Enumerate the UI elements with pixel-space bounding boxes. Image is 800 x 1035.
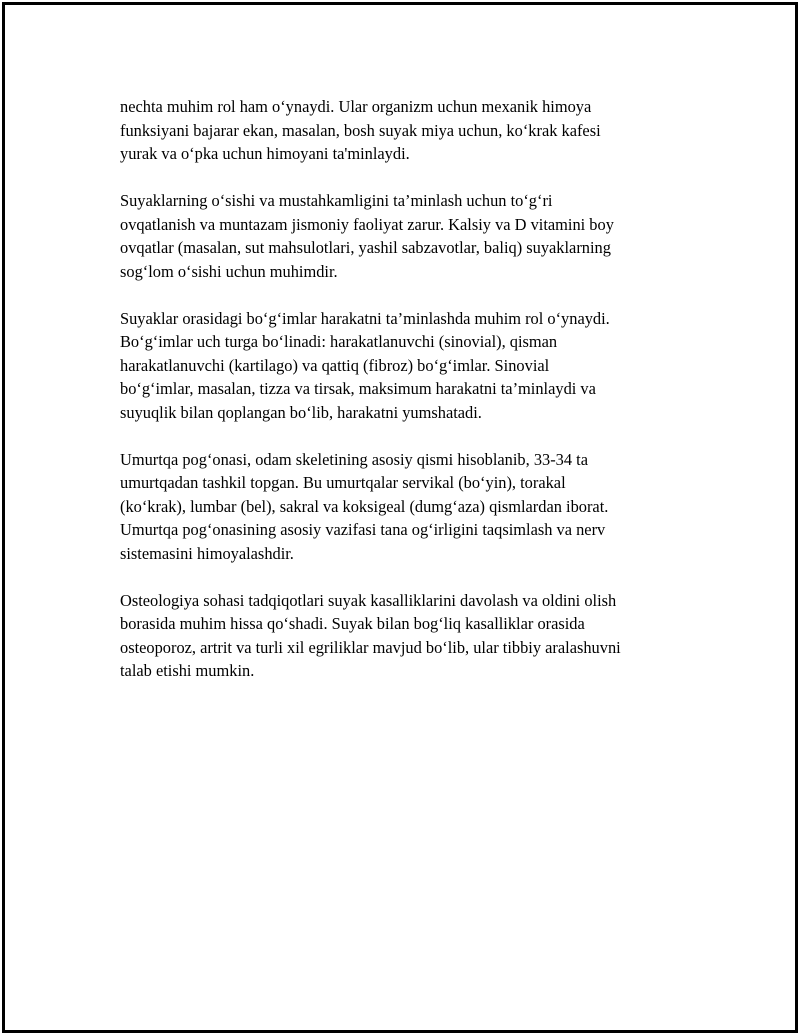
text-line: Umurtqa pog‘onasining asosiy vazifasi tana og‘irligini taqsimlash va nerv bbox=[120, 520, 606, 539]
text-line: Suyaklar orasidagi bo‘g‘imlar harakatni ta’minlashda muhim rol o‘ynaydi. bbox=[120, 308, 610, 328]
text-line: sistemasini himoyalashdir. bbox=[120, 543, 294, 563]
paragraph-1 bbox=[120, 95, 710, 166]
text-line: funksiyani bajarar ekan, masalan, bosh suyak miya uchun, ko‘krak kafesi bbox=[120, 120, 601, 140]
text-line: ovqatlar (masalan, sut mahsulotlari, yashil sabzavotlar, baliq) suyaklarning bbox=[120, 238, 611, 257]
paragraph-4 bbox=[120, 448, 710, 566]
text-line: suyuqlik bilan qoplangan bo‘lib, harakatni yumshatadi. bbox=[120, 402, 482, 422]
text-line: ovqatlanish va muntazam jismoniy faoliyat zarur. Kalsiy va D vitamini boy bbox=[120, 214, 614, 234]
text-line: sog‘lom o‘sishi uchun muhimdir. bbox=[120, 261, 338, 281]
page-frame bbox=[2, 2, 798, 1033]
paragraph-5 bbox=[120, 589, 710, 683]
text-line: umurtqadan tashkil topgan. Bu umurtqalar servikal (bo‘yin), torakal bbox=[120, 473, 566, 492]
document-body bbox=[120, 95, 710, 706]
paragraph-2 bbox=[120, 189, 710, 283]
text-line: bo‘g‘imlar, masalan, tizza va tirsak, maksimum harakatni ta’minlaydi va bbox=[120, 379, 596, 398]
text-line: osteoporoz, artrit va turli xil egriliklar mavjud bo‘lib, ular tibbiy aralashuvni bbox=[120, 637, 621, 657]
text-line: Umurtqa pog‘onasi, odam skeletining asosiy qismi hisoblanib, 33-34 ta bbox=[120, 449, 588, 469]
text-line: talab etishi mumkin. bbox=[120, 661, 255, 680]
paragraph-3 bbox=[120, 307, 710, 425]
text-line: borasida muhim hissa qo‘shadi. Suyak bilan bog‘liq kasalliklar orasida bbox=[120, 614, 585, 633]
text-line: nechta muhim rol ham o‘ynaydi. Ular organizm uchun mexanik himoya bbox=[120, 97, 592, 116]
text-line: yurak va o‘pka uchun himoyani ta'minlaydi. bbox=[120, 144, 410, 163]
text-line: Suyaklarning o‘sishi va mustahkamligini ta’minlash uchun to‘g‘ri bbox=[120, 191, 553, 210]
text-line: Osteologiya sohasi tadqiqotlari suyak kasalliklarini davolash va oldini olish bbox=[120, 590, 617, 610]
text-line: Bo‘g‘imlar uch turga bo‘linadi: harakatlanuvchi (sinovial), qisman bbox=[120, 332, 558, 351]
text-line: (ko‘krak), lumbar (bel), sakral va koksigeal (dumg‘aza) qismlardan iborat. bbox=[120, 496, 609, 516]
text-line: harakatlanuvchi (kartilago) va qattiq (fibroz) bo‘g‘imlar. Sinovial bbox=[120, 355, 550, 375]
